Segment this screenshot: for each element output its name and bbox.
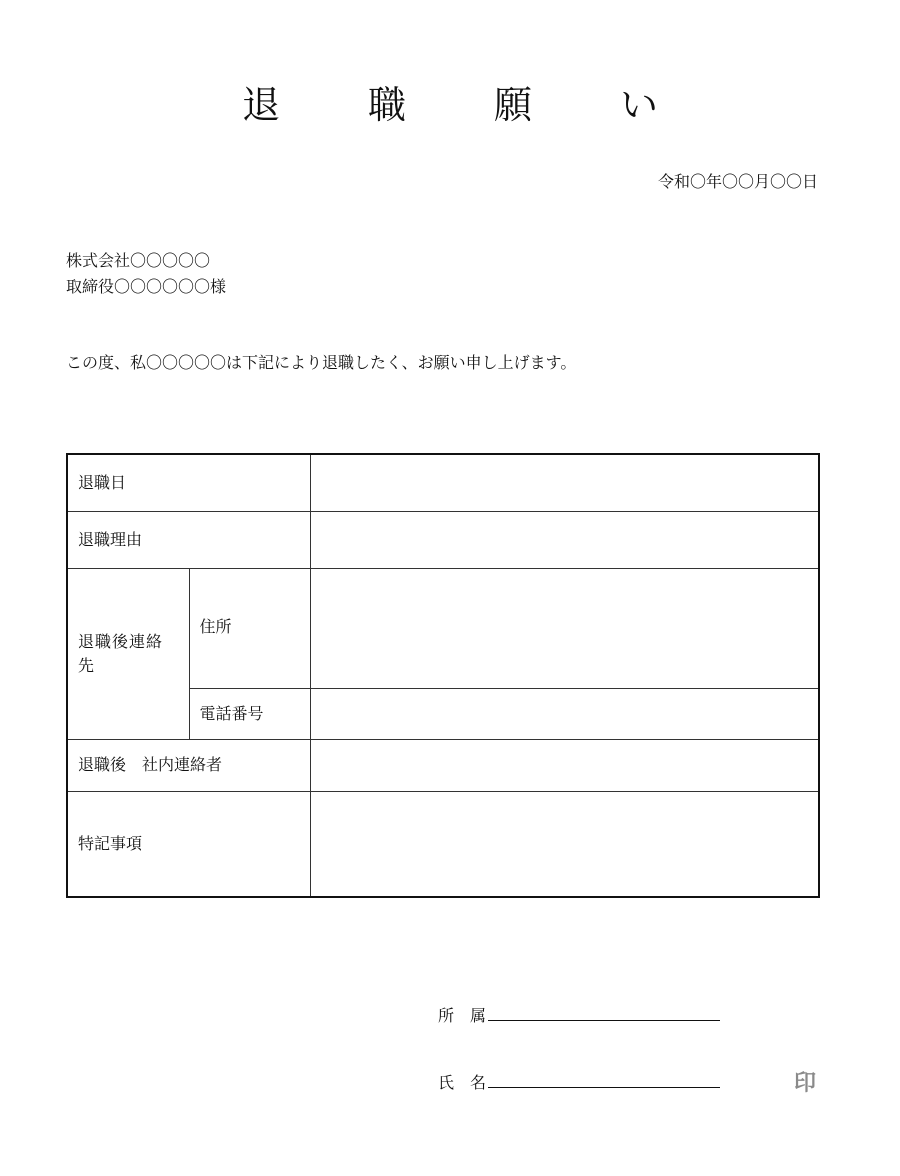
- title-char: 願: [494, 83, 533, 127]
- name-signature-line: [438, 1071, 720, 1094]
- table-row: [67, 791, 819, 897]
- field-phone[interactable]: [310, 688, 819, 739]
- table-row: [67, 454, 819, 511]
- addressee-block: [66, 248, 226, 300]
- field-reason[interactable]: [310, 511, 819, 568]
- title-char: 職: [367, 83, 406, 127]
- title-char: い: [620, 83, 659, 127]
- field-internal-contact[interactable]: [310, 739, 819, 791]
- department-label: 所 属: [438, 1006, 487, 1025]
- label-address: 住所: [189, 569, 310, 689]
- label-retire-date: 退職日: [67, 454, 310, 511]
- label-contact-after: 退職後連絡先: [67, 569, 189, 740]
- field-remarks[interactable]: [310, 791, 819, 897]
- table-row: [67, 739, 819, 791]
- table-row: [67, 511, 819, 568]
- company-name: 株式会社〇〇〇〇〇: [66, 251, 211, 270]
- name-label: 氏 名: [438, 1073, 487, 1092]
- title-char: 退: [241, 83, 280, 127]
- label-reason: 退職理由: [67, 511, 310, 568]
- table-row: [67, 569, 819, 689]
- field-address[interactable]: [310, 569, 819, 689]
- label-phone: 電話番号: [189, 688, 310, 739]
- resignation-form-table: [66, 453, 820, 898]
- recipient-name: 取締役〇〇〇〇〇〇様: [66, 277, 227, 296]
- document-title: [0, 80, 900, 130]
- label-internal-contact: 退職後 社内連絡者: [67, 739, 310, 791]
- department-signature-line: [438, 1004, 720, 1027]
- seal-mark: 印: [794, 1071, 817, 1096]
- label-remarks: 特記事項: [67, 791, 310, 897]
- department-input-line[interactable]: [488, 1004, 720, 1021]
- name-input-line[interactable]: [488, 1071, 720, 1088]
- intro-text: この度、私〇〇〇〇〇は下記により退職したく、お願い申し上げます。: [66, 353, 577, 372]
- field-retire-date[interactable]: [310, 454, 819, 511]
- document-date: 令和〇年〇〇月〇〇日: [657, 172, 818, 191]
